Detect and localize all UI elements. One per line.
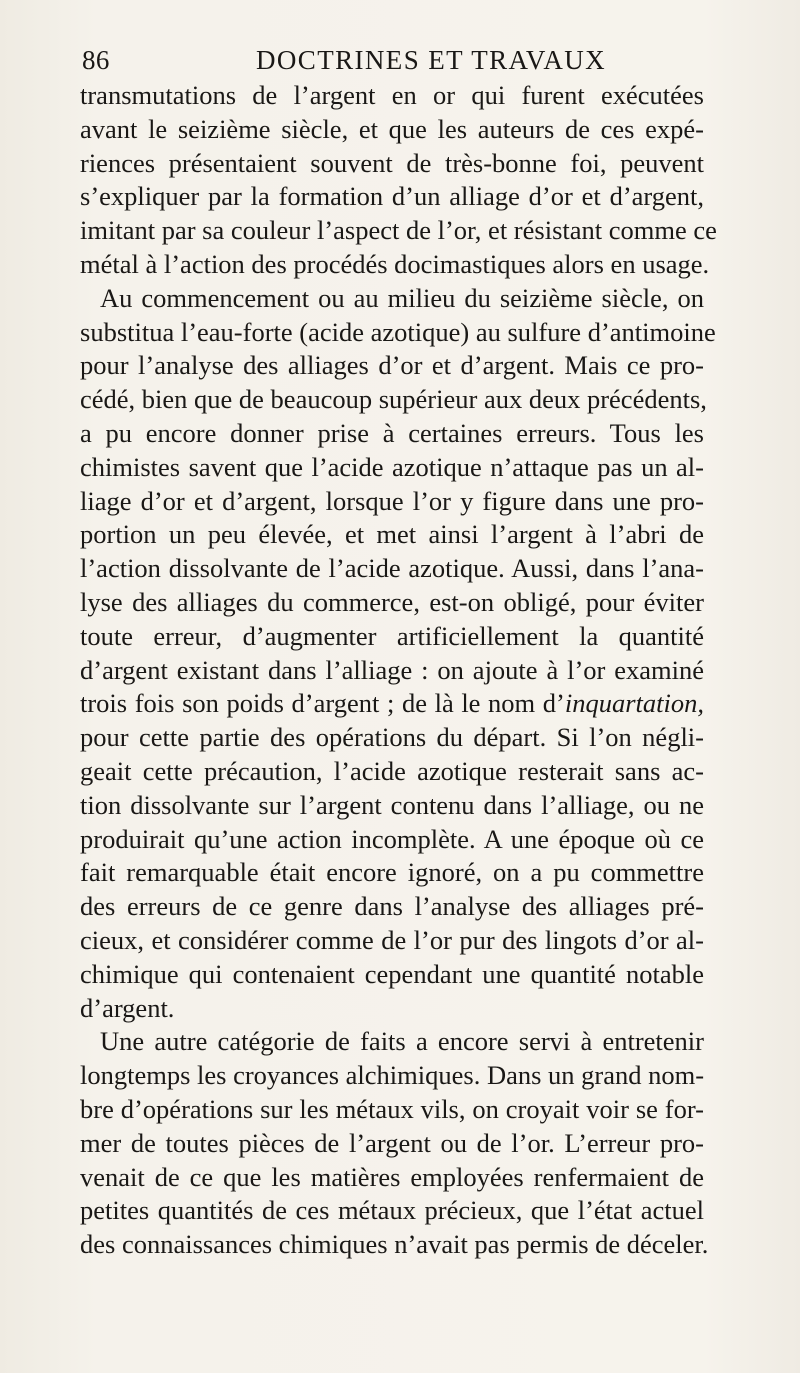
- text-line: liage d’or et d’argent, lorsque l’or y figure dans une pro-: [80, 485, 704, 516]
- text-line: riences présentaient souvent de très-bonne foi, peuvent: [80, 147, 704, 178]
- text-line: substitua l’eau-forte (acide azotique) au sulfure d’antimoine: [80, 316, 716, 347]
- text-line: d’argent existant dans l’alliage : on ajoute à l’or examiné: [80, 654, 704, 685]
- text-line: lyse des alliages du commerce, est-on obligé, pour éviter: [80, 586, 704, 617]
- text-line: cédé, bien que de beaucoup supérieur aux deux précédents,: [80, 384, 707, 415]
- text-line: pour l’analyse des alliages d’or et d’argent. Mais ce pro-: [80, 350, 704, 381]
- text-line: venait de ce que les matières employées renfermaient de: [80, 1161, 704, 1192]
- text-line: petites quantités de ces métaux précieux, que l’état actuel: [80, 1195, 704, 1226]
- text-line: métal à l’action des procédés docimastiques alors en usage.: [80, 248, 710, 279]
- text-line: produirait qu’une action incomplète. A une époque où ce: [80, 823, 704, 854]
- text-line: bre d’opérations sur les métaux vils, on croyait voir se for-: [80, 1093, 704, 1124]
- text-line: a pu encore donner prise à certaines erreurs. Tous les: [80, 417, 704, 448]
- text-line: s’expliquer par la formation d’un alliage d’or et d’argent,: [80, 181, 704, 212]
- text-line: des erreurs de ce genre dans l’analyse des alliages pré-: [80, 891, 704, 922]
- running-head: [82, 42, 702, 78]
- text-line: portion un peu élevée, et met ainsi l’argent à l’abri de: [80, 519, 704, 550]
- text-line: longtemps les croyances alchimiques. Dans un grand nom-: [80, 1060, 705, 1091]
- text-line: cieux, et considérer comme de l’or pur des lingots d’or al-: [80, 924, 704, 955]
- paragraph-start-line: Une autre catégorie de faits a encore servi à entretenir: [100, 1026, 704, 1057]
- text-line: imitant par sa couleur l’aspect de l’or, et résistant comme ce: [80, 215, 717, 246]
- text-line: chimistes savent que l’acide azotique n’attaque pas un al-: [80, 451, 704, 482]
- text-line: toute erreur, d’augmenter artificiellement la quantité: [80, 620, 704, 651]
- italic-term: inquartation,: [564, 688, 704, 719]
- text-line: mer de toutes pièces de l’argent ou de l’or. L’erreur pro-: [80, 1127, 704, 1158]
- page-number: 86: [82, 45, 110, 75]
- text-line: chimique qui contenaient cependant une quantité notable: [80, 958, 704, 989]
- paragraph-start-line: Au commencement ou au milieu du seizième siècle, on: [100, 282, 704, 313]
- text-line-fragment: trois fois son poids d’argent ; de là le nom d’: [80, 688, 565, 719]
- text-line: transmutations de l’argent en or qui furent exécutées: [80, 80, 704, 110]
- text-line: d’argent.: [80, 992, 175, 1023]
- running-title: DOCTRINES ET TRAVAUX: [256, 45, 607, 75]
- text-line-with-italic-term: [80, 687, 704, 721]
- text-line: l’action dissolvante de l’acide azotique. Aussi, dans l’ana-: [80, 553, 704, 584]
- text-line: geait cette précaution, l’acide azotique resterait sans ac-: [80, 755, 704, 786]
- body-text: [80, 79, 717, 1262]
- text-line: tion dissolvante sur l’argent contenu dans l’alliage, ou ne: [80, 789, 704, 820]
- text-line: fait remarquable était encore ignoré, on a pu commettre: [80, 857, 704, 888]
- text-line: des connaissances chimiques n’avait pas permis de déceler.: [80, 1229, 709, 1260]
- text-line: avant le seizième siècle, et que les auteurs de ces expé-: [80, 113, 704, 144]
- text-line: pour cette partie des opérations du départ. Si l’on négli-: [80, 722, 704, 753]
